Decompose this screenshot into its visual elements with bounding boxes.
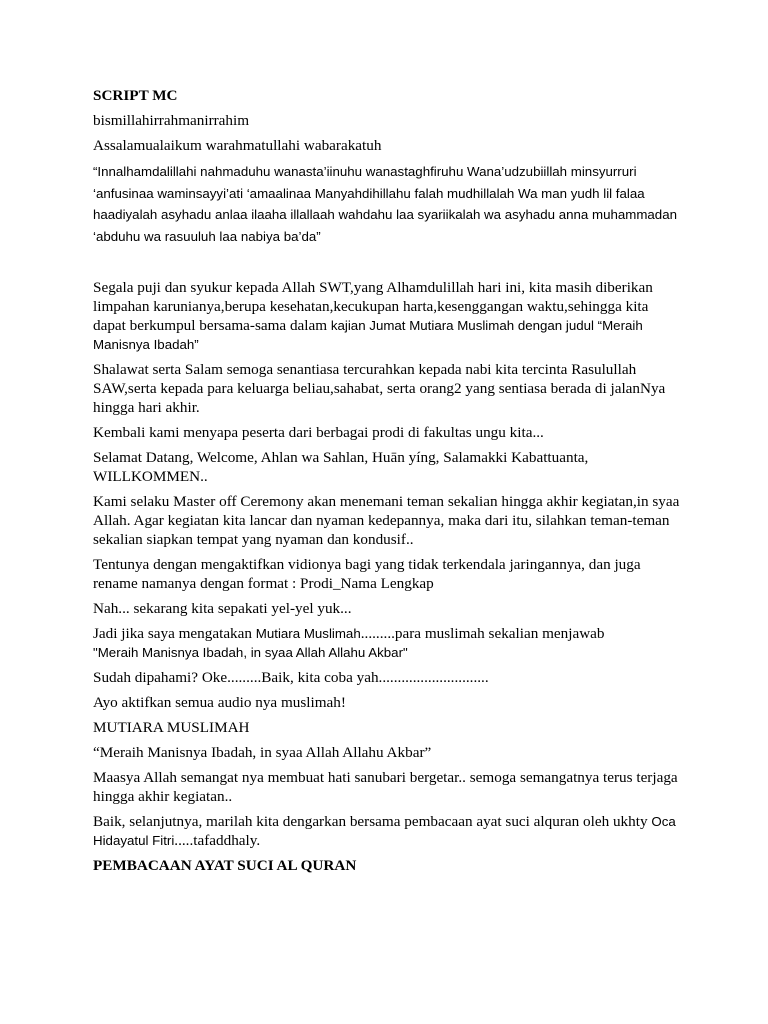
paragraph-gap	[93, 253, 683, 278]
yel-paragraph	[93, 624, 683, 662]
welcome-paragraph: Selamat Datang, Welcome, Ahlan wa Sahlan, Huān yíng, Salamakki Kabattuanta, WILLKOMMEN..	[93, 449, 589, 485]
praise-paragraph	[93, 278, 683, 354]
shalawat-paragraph: Shalawat serta Salam semoga senantiasa tercurahkan kepada nabi kita tercinta Rasulullah SAW,serta kepada para keluarga beliau,sahabat, serta orang2 yang sentiasa berada di jalanNya hingga hari akhir.	[93, 361, 666, 416]
kajian-title-text: kajian Jumat Mutiara Muslimah dengan judul “Meraih Manisnya Ibadah”	[93, 318, 643, 352]
audio-paragraph: Ayo aktifkan semua audio nya muslimah!	[93, 694, 346, 711]
yel-text-middle: .........para muslimah sekalian menjawab	[360, 625, 605, 642]
yel-intro-paragraph: Nah... sekarang kita sepakati yel-yel yuk...	[93, 600, 352, 617]
document-title: SCRIPT MC	[93, 87, 178, 104]
salam-line: Assalamualaikum warahmatullahi wabarakatuh	[93, 137, 382, 154]
mc-intro-paragraph: Kami selaku Master off Ceremony akan menemani teman sekalian hingga akhir kegiatan,in syaa Allah. Agar kegiatan kita lancar dan nyaman kedepannya, maka dari itu, silahkan teman-teman sekalian siapkan tempat yang nyaman dan kondusif..	[93, 493, 680, 548]
praise-text: Segala puji dan syukur kepada Allah SWT,yang Alhamdulillah hari ini, kita masih diberikan limpahan karunianya,berupa kesehatan,kecukupan harta,kesenggangan waktu,sehingga kita dapat berkumpul bersama-sama dalam	[93, 279, 653, 334]
yel-keyword: Mutiara Muslimah	[255, 626, 361, 641]
greet-participants-paragraph: Kembali kami menyapa peserta dari berbagai prodi di fakultas ungu kita...	[93, 424, 544, 441]
yel-answer: "Meraih Manisnya Ibadah, in syaa Allah Allahu Akbar"	[93, 645, 408, 660]
next-text-end: .....tafaddhaly.	[174, 832, 261, 849]
reciter-name: Oca Hidayatul Fitri	[93, 814, 676, 848]
response-line: “Meraih Manisnya Ibadah, in syaa Allah Allahu Akbar”	[93, 744, 432, 761]
understood-paragraph: Sudah dipahami? Oke.........Baik, kita coba yah.............................	[93, 669, 489, 686]
basmalah-line: bismillahirrahmanirrahim	[93, 112, 250, 129]
call-line: MUTIARA MUSLIMAH	[93, 719, 250, 736]
next-session-paragraph	[93, 812, 683, 850]
yel-text-start: Jadi jika saya mengatakan	[93, 625, 256, 642]
document-page	[93, 86, 683, 881]
arabic-opening-paragraph: “Innalhamdalillahi nahmaduhu wanasta’iinuhu wanastaghfiruhu Wana’udzubiillah minsyurruri ‘anfusinaa waminsayyi’ati ‘amaalinaa Manyahdihillahu falah mudhillalah Wa man yudh lil falaa haadiyalah asyhadu anlaa ilaaha illallaah wahdahu laa syariikalah wa asyhadu anna muhammadan ‘abduhu wa rasuuluh laa nabiya ba’da”	[93, 164, 677, 244]
next-text: Baik, selanjutnya, marilah kita dengarkan bersama pembacaan ayat suci alquran oleh ukhty	[93, 813, 652, 830]
section-heading: PEMBACAAN AYAT SUCI AL QURAN	[93, 857, 357, 874]
video-note-paragraph: Tentunya dengan mengaktifkan vidionya bagi yang tidak terkendala jaringannya, dan juga rename namanya dengan format : Prodi_Nama Lengkap	[93, 556, 641, 592]
masyaallah-paragraph: Maasya Allah semangat nya membuat hati sanubari bergetar.. semoga semangatnya terus terjaga hingga akhir kegiatan..	[93, 769, 678, 805]
